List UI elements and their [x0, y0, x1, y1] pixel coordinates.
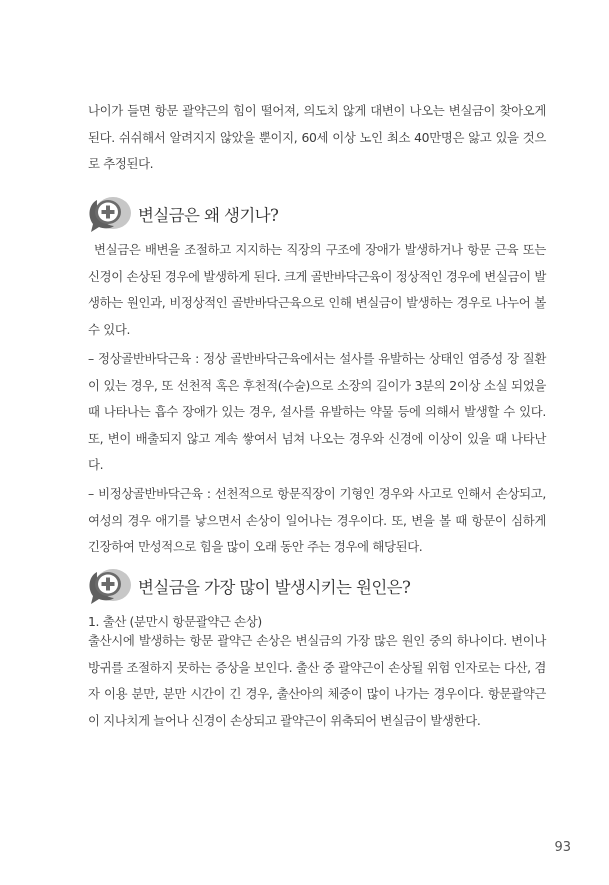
body-paragraph-childbirth: 출산시에 발생하는 항문 괄약근 손상은 변실금의 가장 많은 원인 중의 하나이다. 변이나 방귀를 조절하지 못하는 증상을 보인다. 출산 중 괄약근이 손상될 위험 인자로는 다산, 겸자 이용 분만, 분만 시간이 긴 경우, 출산아의 체중이 많이 나가는 경우이다. 항문괄약근이 지나치게 늘어나 신경이 손상되고 괄약근이 위축되어 변실금이 발생한다.: [88, 633, 546, 728]
body-paragraph: 변실금은 배변을 조절하고 지지하는 직장의 구조에 장애가 발생하거나 항문 근육 또는 신경이 손상된 경우에 발생하게 된다. 크게 골반바닥근육이 정상적인 경우에 변실금이 발생하는 원인과, 비정상적인 골반바닥근육으로 인해 변실금이 발생하는 경우로 나누어 볼 수 있다.: [88, 242, 546, 337]
section-title: 변실금은 왜 생기나?: [138, 206, 279, 225]
plus-speech-bubble-icon: [86, 194, 132, 234]
subheading-childbirth: 1. 출산 (분만시 항문괄약근 손상): [88, 614, 262, 629]
body-paragraph-abnormal-pelvic-floor: – 비정상골반바닥근육 : 선천적으로 항문직장이 기형인 경우와 사고로 인해서 손상되고, 여성의 경우 애기를 낳으면서 손상이 일어나는 경우이다. 또, 변을 볼 때 항문이 심하게 긴장하여 만성적으로 힘을 많이 오래 동안 주는 경우에 해당된다.: [88, 486, 546, 554]
section-heading-main-cause: [86, 566, 410, 606]
page-number: 93: [554, 840, 571, 855]
plus-speech-bubble-icon: [86, 566, 132, 606]
intro-paragraph: 나이가 들면 항문 괄약근의 힘이 떨어져, 의도치 않게 대변이 나오는 변실금이 찾아오게 된다. 쉬쉬해서 알려지지 않았을 뿐이지, 60세 이상 노인 최소 40만명은 앓고 있을 것으로 추정된다.: [88, 103, 546, 171]
section-title: 변실금을 가장 많이 발생시키는 원인은?: [138, 578, 411, 597]
section-heading-why: [86, 194, 278, 234]
body-paragraph-normal-pelvic-floor: – 정상골반바닥근육 : 정상 골반바닥근육에서는 설사를 유발하는 상태인 염증성 장 질환이 있는 경우, 또 선천적 혹은 후천적(수술)으로 소장의 길이가 3분의 2이상 소실 되었을 때 나타나는 흡수 장애가 있는 경우, 설사를 유발하는 약물 등에 의해서 발생할 수 있다. 또, 변이 배출되지 않고 계속 쌓여서 넘쳐 나오는 경우와 신경에 이상이 있을 때 나타난다.: [88, 351, 546, 472]
